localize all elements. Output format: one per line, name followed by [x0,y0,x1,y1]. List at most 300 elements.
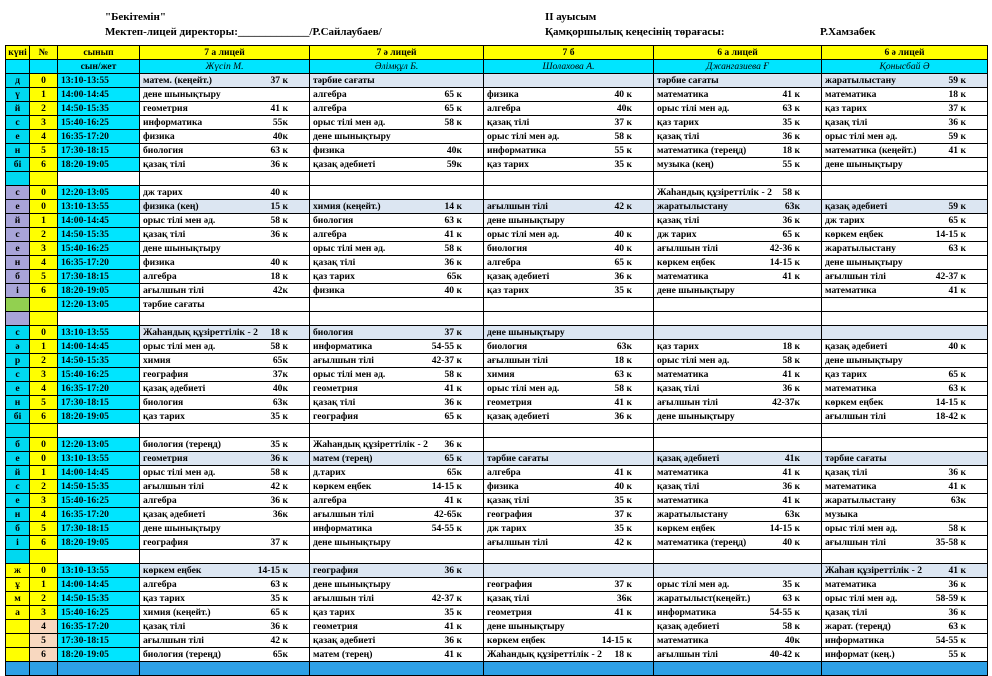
room-number [966,355,984,367]
subject-name: қаз тарих [143,592,185,604]
lesson-number: 4 [30,508,58,522]
day-letter: д [6,74,30,88]
subject-name: биология [313,214,354,226]
room-number: 42к [272,284,288,296]
subject-name: ағылшын тілі [143,634,204,646]
lesson-cell [140,326,310,340]
blank-cell [6,662,30,676]
subject-name: жаратылыстану [825,242,896,254]
day-separator [6,424,988,438]
lesson-cell [654,592,822,606]
day-letter: й [6,102,30,116]
lesson-cell [140,340,310,354]
lesson-cell [484,592,654,606]
room-number: 65 к [444,410,462,422]
blank-cell [6,60,30,74]
schedule-row [6,466,988,480]
lesson-cell [310,242,484,256]
room-number: 35 к [614,494,632,506]
lesson-cell [654,200,822,214]
room-number: 37 к [270,536,288,548]
subject-name: көркем еңбек [657,522,716,534]
lesson-time: 15:40-16:25 [58,494,140,508]
lesson-cell [654,270,822,284]
room-number: 41 к [782,270,800,282]
lesson-cell [654,130,822,144]
blank-cell [140,424,310,438]
lesson-time: 16:35-17:20 [58,620,140,634]
lesson-cell [310,158,484,172]
lesson-cell [310,648,484,662]
lesson-cell [484,340,654,354]
lesson-time: 16:35-17:20 [58,130,140,144]
lesson-cell [822,186,988,200]
subject-name: орыс тілі мен әд. [313,242,386,254]
subject-name: дене шынықтыру [313,536,391,548]
subject-name: қазақ тілі [313,256,356,268]
subject-name: орыс тілі мен әд. [825,130,898,142]
schedule-row [6,256,988,270]
room-number: 54-55 к [431,340,462,352]
subject-name: орыс тілі мен әд. [487,382,560,394]
lesson-cell [822,508,988,522]
room-number: 42-37 к [935,270,966,282]
schedule-row [6,494,988,508]
day-letter [6,634,30,648]
subject-name: алгебра [313,102,347,114]
room-number: 36 к [948,466,966,478]
blank-cell [654,662,822,676]
lesson-number: 5 [30,396,58,410]
room-number: 40к [272,130,288,142]
lesson-number: 0 [30,438,58,452]
lesson-number: 0 [30,564,58,578]
room-number [966,509,984,521]
subject-name: жаратылыстану [657,200,728,212]
room-number: 40к [784,634,800,646]
subject-name: дене шынықтыру [487,620,565,632]
lesson-time: 14:00-14:45 [58,578,140,592]
subject-name: қазақ тілі [143,158,186,170]
day-letter: ү [6,88,30,102]
subject-name: математика [825,480,877,492]
lesson-cell [310,284,484,298]
subject-name: информатика [313,340,373,352]
subject-name: матем (терең) [313,648,373,660]
room-number: 40к [272,382,288,394]
room-number: 36 к [444,564,462,576]
lesson-cell [310,144,484,158]
lesson-cell [484,466,654,480]
lesson-cell [310,200,484,214]
subject-name: математика [657,634,709,646]
lesson-time: 18:20-19:05 [58,284,140,298]
subject-name: қаз тарих [657,340,699,352]
lesson-time: 15:40-16:25 [58,606,140,620]
lesson-time: 17:30-18:15 [58,396,140,410]
day-letter: е [6,452,30,466]
subject-name: дене шынықтыру [657,284,735,296]
room-number: 58-59 к [935,592,966,604]
room-number: 14-15 к [935,396,966,408]
lesson-cell [822,578,988,592]
lesson-cell [654,354,822,368]
blank-cell [58,662,140,676]
class-6a: 6 а лицей [654,46,822,60]
lesson-cell [310,564,484,578]
room-number: 63 к [948,620,966,632]
day-letter: ж [6,564,30,578]
blank-cell [140,312,310,326]
lesson-cell [822,606,988,620]
room-number: 36к [272,508,288,520]
schedule-row [6,88,988,102]
room-number: 36 к [948,606,966,618]
lesson-number: 4 [30,130,58,144]
subject-name: алгебра [143,578,177,590]
lesson-cell [654,284,822,298]
lesson-cell [484,508,654,522]
lesson-number: 3 [30,494,58,508]
schedule-row [6,592,988,606]
room-number: 65к [272,354,288,366]
subject-name: информатика [313,522,373,534]
room-number: 65 к [948,214,966,226]
subject-name: биология [487,242,528,254]
lesson-cell [310,452,484,466]
room-number: 58 к [614,382,632,394]
subject-name: география [313,564,359,576]
room-number: 54-55 к [769,606,800,618]
subject-name: д.тарих [313,466,346,478]
subject-name: дене шынықтыру [487,326,565,338]
schedule-row [6,368,988,382]
day-letter: с [6,368,30,382]
lesson-cell [140,74,310,88]
schedule-row [6,74,988,88]
room-number: 35 к [782,116,800,128]
day-letter: е [6,200,30,214]
lesson-cell [310,438,484,452]
schedule-row [6,284,988,298]
subject-name: қазақ тілі [143,620,186,632]
day-letter: м [6,592,30,606]
lesson-cell [310,326,484,340]
room-number [966,257,984,269]
lesson-cell [484,382,654,396]
lesson-cell [822,536,988,550]
room-number: 41 к [614,466,632,478]
blank-cell [484,172,654,186]
blank-cell [30,424,58,438]
lesson-cell [484,88,654,102]
day-letter: р [6,354,30,368]
room-number: 35 к [782,578,800,590]
room-number: 37 к [614,578,632,590]
lesson-cell [140,102,310,116]
day-header: күні [6,46,30,60]
lesson-cell [484,116,654,130]
room-number [462,579,480,591]
schedule-row [6,452,988,466]
lesson-cell [140,214,310,228]
lesson-cell [140,452,310,466]
teacher-6a: Джангазиева Ғ [654,60,822,74]
room-number: 58 к [270,214,288,226]
subject-name: дене шынықтыру [487,214,565,226]
num-header: № [30,46,58,60]
lesson-cell [822,382,988,396]
schedule-row [6,536,988,550]
lesson-time: 14:00-14:45 [58,214,140,228]
subject-name: Жаһандық құзіреттілік - 2 [143,326,258,338]
lesson-cell [484,186,654,200]
blank-cell [58,172,140,186]
subject-name: жаратылыст(кеңейт.) [657,592,751,604]
lesson-number: 6 [30,536,58,550]
lesson-time: 18:20-19:05 [58,410,140,424]
schedule-row [6,298,988,312]
lesson-cell [654,396,822,410]
day-letter: ә [6,340,30,354]
schedule-row [6,396,988,410]
lesson-cell [484,368,654,382]
subject-name: алгебра [487,102,521,114]
subject-name: физика (кең) [143,200,199,212]
lesson-number: 2 [30,354,58,368]
blank-cell [484,312,654,326]
subject-name: орыс тілі мен әд. [313,368,386,380]
subject-name: химия [143,354,171,366]
lesson-cell [140,186,310,200]
day-letter: н [6,508,30,522]
lesson-cell [310,130,484,144]
blank-cell [310,172,484,186]
subject-name: ағылшын тілі [657,242,718,254]
room-number: 65 к [614,256,632,268]
room-number: 36 к [782,130,800,142]
subject-name: тәрбие сағаты [657,74,719,86]
lesson-cell [822,396,988,410]
subject-name: Жаһандық құзіреттілік - 2 [313,438,428,450]
lesson-number: 2 [30,480,58,494]
subject-name: матем. (кеңейт.) [143,74,212,86]
subject-name: қазақ тілі [487,116,530,128]
lesson-number: 4 [30,620,58,634]
subject-name: химия [487,368,515,380]
subject-name: орыс тілі мен әд. [313,116,386,128]
lesson-time: 14:50-15:35 [58,228,140,242]
subject-name: қазақ әдебиеті [313,634,376,646]
schedule-row [6,116,988,130]
schedule-row [6,648,988,662]
subject-name: математика [825,88,877,100]
class-header: сынып [58,46,140,60]
day-letter: н [6,144,30,158]
day-letter [6,620,30,634]
lesson-number: 1 [30,214,58,228]
room-number: 36 к [444,256,462,268]
room-number: 41 к [444,494,462,506]
lesson-number: 6 [30,648,58,662]
lesson-cell [310,340,484,354]
room-number: 35 к [614,158,632,170]
day-letter: бі [6,158,30,172]
lesson-time: 18:20-19:05 [58,536,140,550]
lesson-cell [654,242,822,256]
blank-cell [58,424,140,438]
room-number: 65к [446,466,462,478]
room-number: 41 к [948,144,966,156]
room-number: 18 к [270,270,288,282]
room-number: 37 к [270,74,288,86]
subject-name: геометрия [313,382,358,394]
class-6ae: 6 ә лицей [822,46,988,60]
lesson-cell [484,326,654,340]
lesson-cell [484,158,654,172]
lesson-cell [484,130,654,144]
lesson-cell [310,368,484,382]
room-number: 36 к [782,480,800,492]
lesson-cell [140,648,310,662]
lesson-cell [484,648,654,662]
subject-name: қазақ тілі [825,116,868,128]
room-number: 65к [446,270,462,282]
lesson-cell [654,116,822,130]
lesson-cell [822,368,988,382]
subject-name: қаз тарих [487,158,529,170]
room-number: 65 к [444,102,462,114]
lesson-cell [484,578,654,592]
subject-name: информатика [487,144,547,156]
room-number: 58 к [444,242,462,254]
room-number: 63к [272,396,288,408]
lesson-cell [484,228,654,242]
subject-name: алгебра [313,228,347,240]
day-letter: с [6,480,30,494]
subject-name: география [143,368,189,380]
lesson-number: 4 [30,256,58,270]
schedule-row [6,270,988,284]
lesson-cell [654,466,822,480]
lesson-cell [310,102,484,116]
subject-name: алгебра [487,256,521,268]
room-number: 63 к [444,214,462,226]
lesson-cell [654,74,822,88]
room-number: 65 к [270,606,288,618]
room-number: 58 к [444,116,462,128]
day-letter: й [6,466,30,480]
day-letter: й [6,214,30,228]
lesson-cell [822,326,988,340]
room-number: 40 к [444,284,462,296]
subject-name: дене шынықтыру [313,578,391,590]
lesson-cell [822,102,988,116]
lesson-cell [310,522,484,536]
subject-name: орыс тілі мен әд. [143,340,216,352]
room-number: 41 к [948,284,966,296]
room-number: 18 к [782,340,800,352]
room-number: 18 к [614,648,632,660]
subject-name: қазақ тілі [657,130,700,142]
lesson-cell [822,438,988,452]
subject-name: Жаһан құзіреттілік - 2 [825,564,922,576]
day-separator [6,172,988,186]
room-number [288,89,306,101]
room-number: 41 к [444,382,462,394]
subject-name: қазақ әдебиеті [143,382,206,394]
class-7ae: 7 ә лицей [310,46,484,60]
subject-name: алгебра [487,466,521,478]
day-letter: б [6,270,30,284]
schedule-row [6,130,988,144]
lesson-cell [140,522,310,536]
lesson-cell [484,214,654,228]
subject-name: көркем еңбек [487,634,546,646]
subject-name: жарат. (тереңд) [825,620,891,632]
lesson-number: 0 [30,74,58,88]
subject-name: орыс тілі мен әд. [487,130,560,142]
room-number [288,243,306,255]
schedule-row [6,564,988,578]
room-number: 42-37к [772,396,800,408]
subject-name: қазақ әдебиеті [825,200,888,212]
lesson-number: 1 [30,578,58,592]
subject-name: қазақ әдебиеті [313,158,376,170]
room-number: 35 к [270,592,288,604]
room-number: 63 к [270,144,288,156]
subject-name: қазақ тілі [657,382,700,394]
subject-name: математика [657,494,709,506]
lesson-cell [822,130,988,144]
blank-cell [58,312,140,326]
day-letter [6,648,30,662]
lesson-cell [140,158,310,172]
lesson-cell [822,648,988,662]
lesson-cell [140,564,310,578]
lesson-cell [484,102,654,116]
lesson-cell [822,144,988,158]
room-number: 40 к [270,256,288,268]
schedule-row [6,186,988,200]
lesson-cell [310,214,484,228]
lesson-cell [822,354,988,368]
room-number: 36 к [270,452,288,464]
subject-name: қаз тарих [313,270,355,282]
schedule-row [6,144,988,158]
subject-name: тәрбие сағаты [313,74,375,86]
lesson-time: 13:10-13:55 [58,74,140,88]
room-number: 59 к [948,200,966,212]
subject-name: ағылшын тілі [825,410,886,422]
lesson-cell [310,298,484,312]
lesson-cell [654,410,822,424]
subject-name: химия (кеңейт.) [143,606,211,618]
room-number: 35 к [444,606,462,618]
lesson-cell [140,480,310,494]
subject-name: қазақ тілі [487,592,530,604]
lesson-cell [484,256,654,270]
subject-name: дж тарих [487,522,527,534]
room-number: 40 к [270,186,288,198]
schedule-row [6,158,988,172]
lesson-time: 15:40-16:25 [58,116,140,130]
lesson-cell [822,116,988,130]
subject-name: математика [657,270,709,282]
lesson-cell [822,634,988,648]
lesson-number: 3 [30,116,58,130]
lesson-cell [484,536,654,550]
